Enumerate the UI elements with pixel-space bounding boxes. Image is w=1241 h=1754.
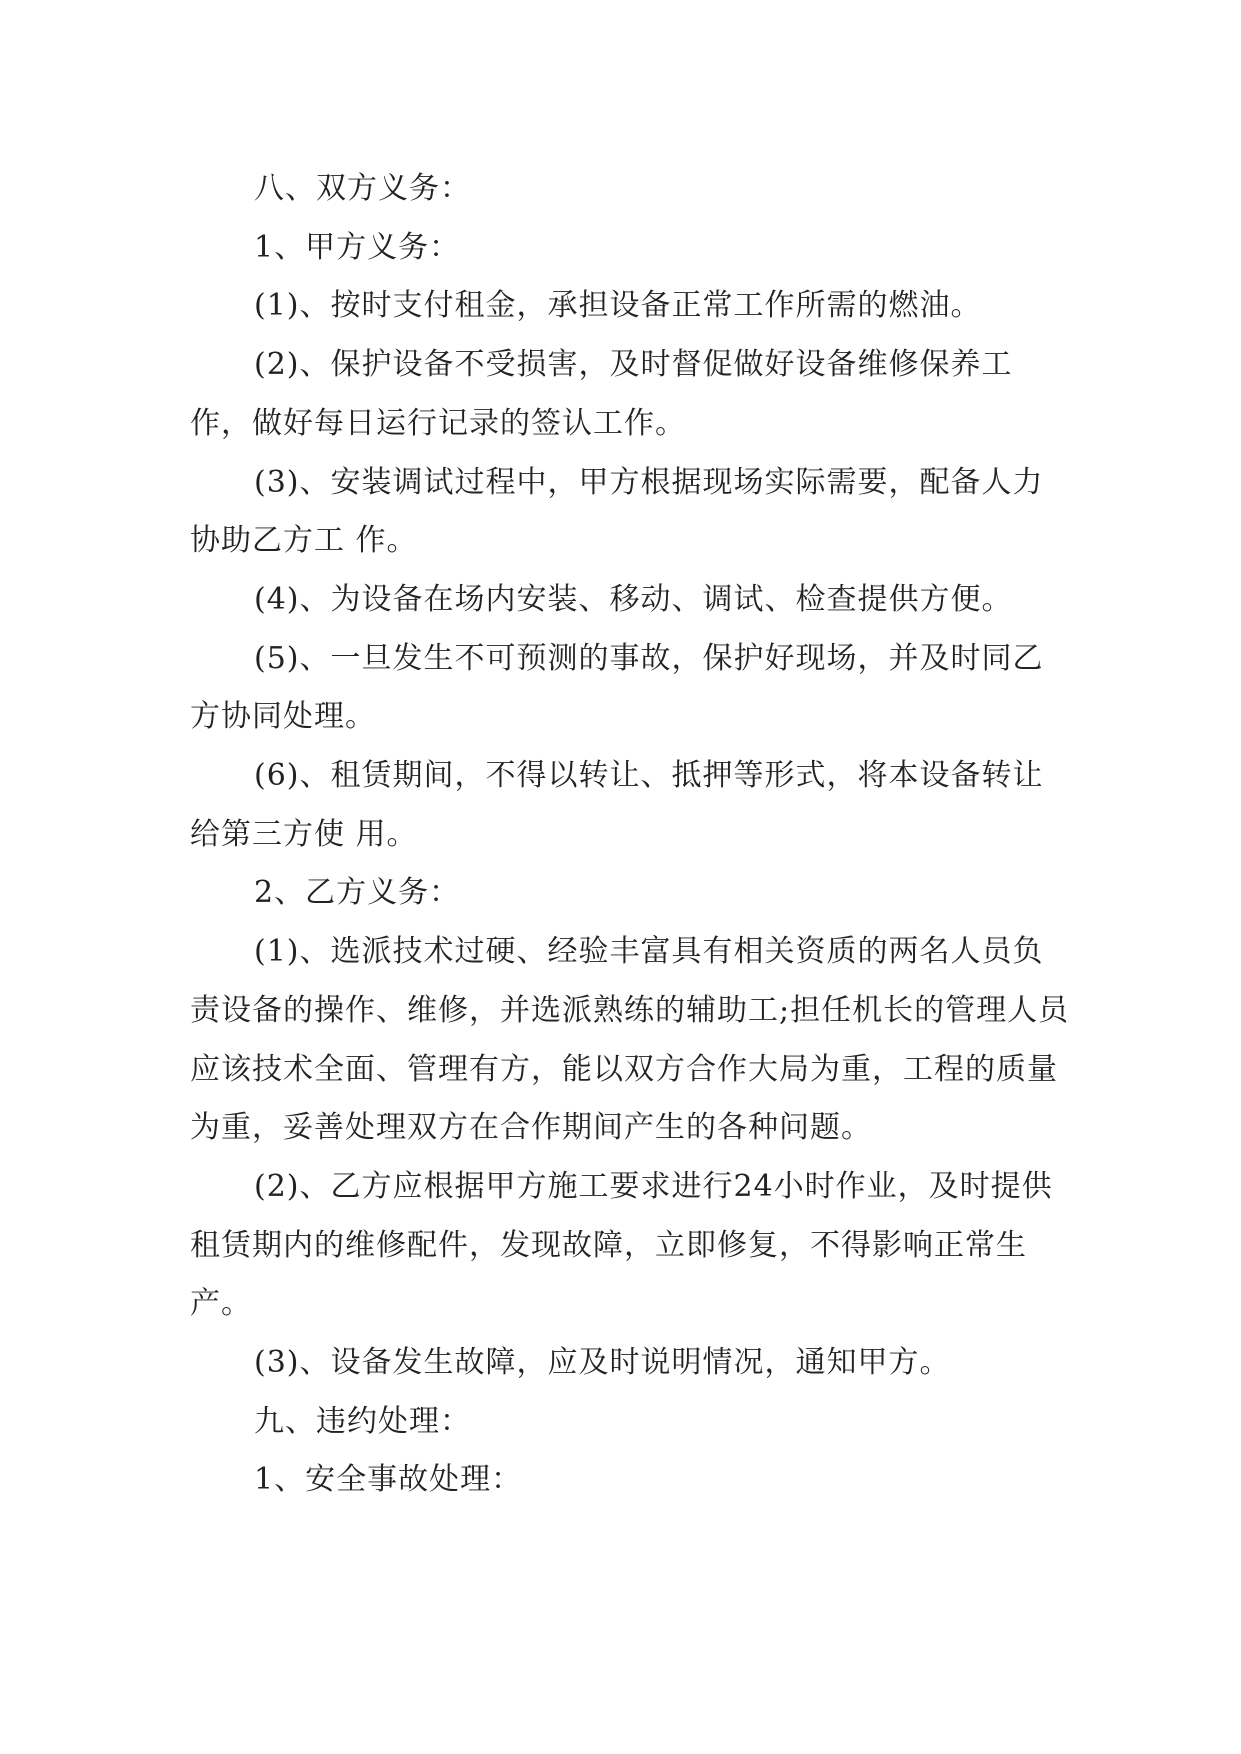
paragraph: (2)、乙方应根据甲方施工要求进行24小时作业，及时提供租赁期内的维修配件，发现故障，立即修复，不得影响正常生产。 [190, 1168, 1053, 1322]
paragraph: (6)、租赁期间，不得以转让、抵押等形式，将本设备转让给第三方使 用。 [190, 758, 1044, 852]
paragraph: (5)、一旦发生不可预测的事故，保护好现场，并及时同乙方协同处理。 [190, 640, 1044, 735]
paragraph: (1)、按时支付租金，承担设备正常工作所需的燃油。 [254, 288, 982, 324]
paragraph: (3)、安装调试过程中，甲方根据现场实际需要，配备人力协助乙方工 作。 [190, 464, 1044, 559]
section-heading-8: 八、双方义务： [254, 171, 471, 206]
document-body [190, 160, 1070, 1510]
subsection-heading-party-a: 1、甲方义务： [254, 229, 461, 265]
subsection-heading-safety: 1、安全事故处理： [254, 1462, 523, 1498]
paragraph: (2)、保护设备不受损害，及时督促做好设备维修保养工作，做好每日运行记录的签认工作。 [190, 347, 1013, 441]
paragraph: (1)、选派技术过硬、经验丰富具有相关资质的两名人员负责设备的操作、维修，并选派熟练的辅助工;担任机长的管理人员应该技术全面、管理有方，能以双方合作大局为重，工程的质量为重，妥善处理双方在合作期间产生的各种问题。 [190, 934, 1070, 1146]
paragraph: (3)、设备发生故障，应及时说明情况，通知甲方。 [254, 1345, 951, 1381]
subsection-heading-party-b: 2、乙方义务： [254, 875, 461, 911]
section-heading-9: 九、违约处理： [254, 1403, 471, 1439]
paragraph: (4)、为设备在场内安装、移动、调试、检查提供方便。 [254, 581, 1013, 617]
